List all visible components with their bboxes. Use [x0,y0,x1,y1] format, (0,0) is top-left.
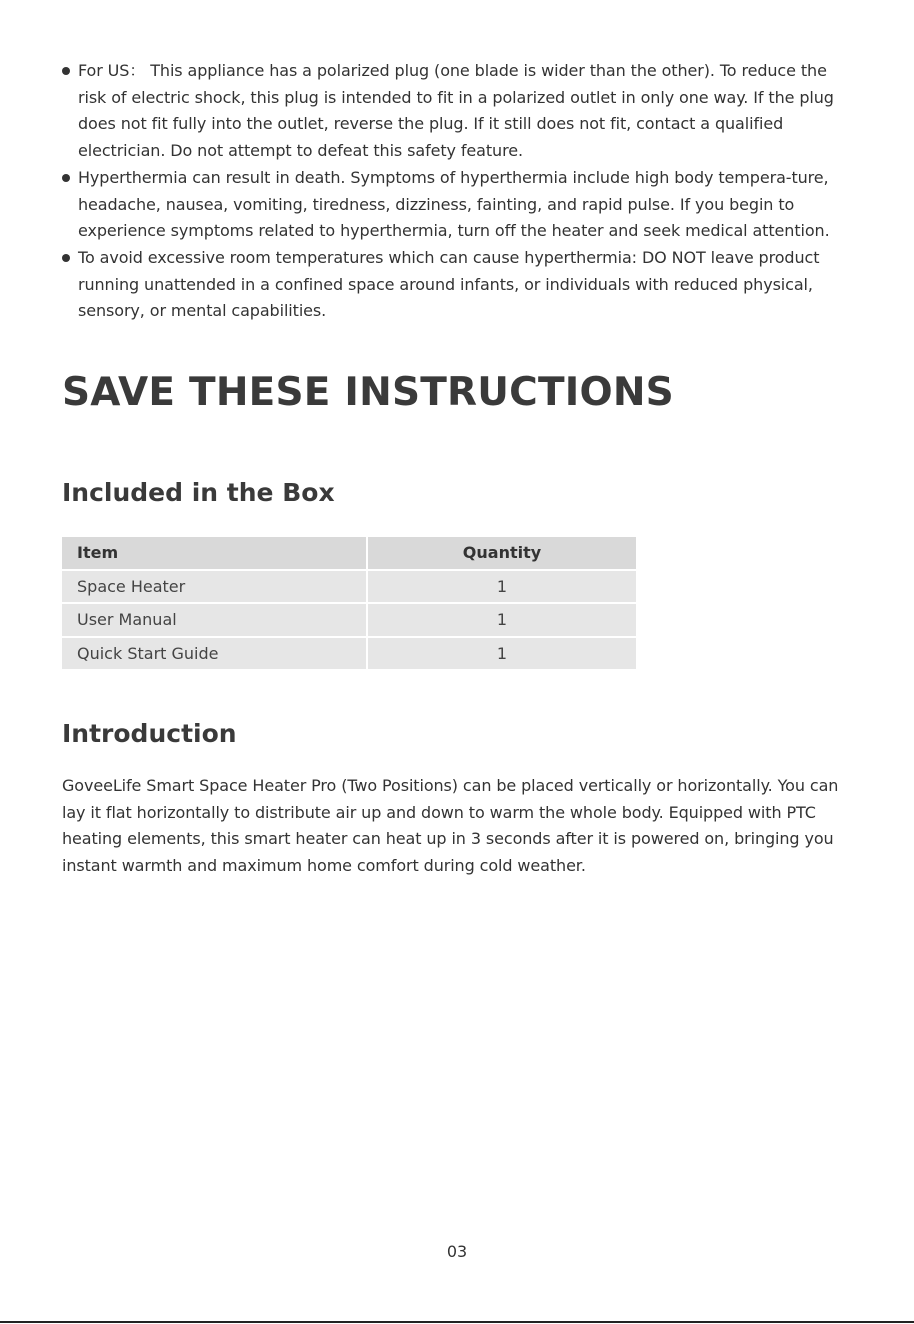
item-quantity-cell: 1 [368,638,636,672]
column-header-item: Item [62,537,368,571]
item-quantity-cell: 1 [368,571,636,605]
page-number: 03 [446,1242,468,1261]
table-row [62,571,636,605]
warning-item-polarized-plug [62,58,852,165]
introduction-paragraph: GoveeLife Smart Space Heater Pro (Two Positions) can be placed vertically or horizontally. You can lay it flat horizontally to distribute air up and down to warm the whole body. Equipped with PTC heating elements, this smart heater can heat up in 3 seconds after it is powered on, bringing you instant warmth and maximum home comfort during cold weather. [62,776,839,875]
bottom-divider [0,1321,914,1323]
table-header-row [62,537,636,571]
item-name-cell: User Manual [62,604,368,638]
warning-item-hyperthermia [62,165,852,245]
item-quantity-cell: 1 [368,604,636,638]
included-items-table [62,537,636,671]
bullet-icon [62,67,70,75]
save-instructions-heading: SAVE THESE INSTRUCTIONS [62,370,674,415]
table-row [62,604,636,638]
warning-item-room-temperature [62,245,852,325]
item-name-cell: Space Heater [62,571,368,605]
warning-text: To avoid excessive room temperatures which can cause hyperthermia: DO NOT leave product running unattended in a confined space around infants, or individuals with reduced physical, sensory, or mental capabilities. [78,247,820,321]
included-in-box-heading: Included in the Box [62,478,335,507]
bullet-icon [62,174,70,182]
safety-warnings-list [62,58,852,325]
warning-text: Hyperthermia can result in death. Symptoms of hyperthermia include high body tempera-ture, headache, nausea, vomiting, tiredness, dizziness, fainting, and rapid pulse. If you begin to experience symptoms related to hyperthermia, turn off the heater and seek medical attention. [78,167,830,241]
column-header-quantity: Quantity [368,537,636,571]
bullet-icon [62,254,70,262]
item-name-cell: Quick Start Guide [62,638,368,672]
introduction-heading: Introduction [62,719,237,748]
table-row [62,638,636,672]
warning-text: For US： This appliance has a polarized plug (one blade is wider than the other). To reduce the risk of electric shock, this plug is intended to fit in a polarized outlet in only one way. If the plug does not fit fully into the outlet, reverse the plug. If it still does not fit, contact a qualified electrician. Do not attempt to defeat this safety feature. [78,61,834,161]
